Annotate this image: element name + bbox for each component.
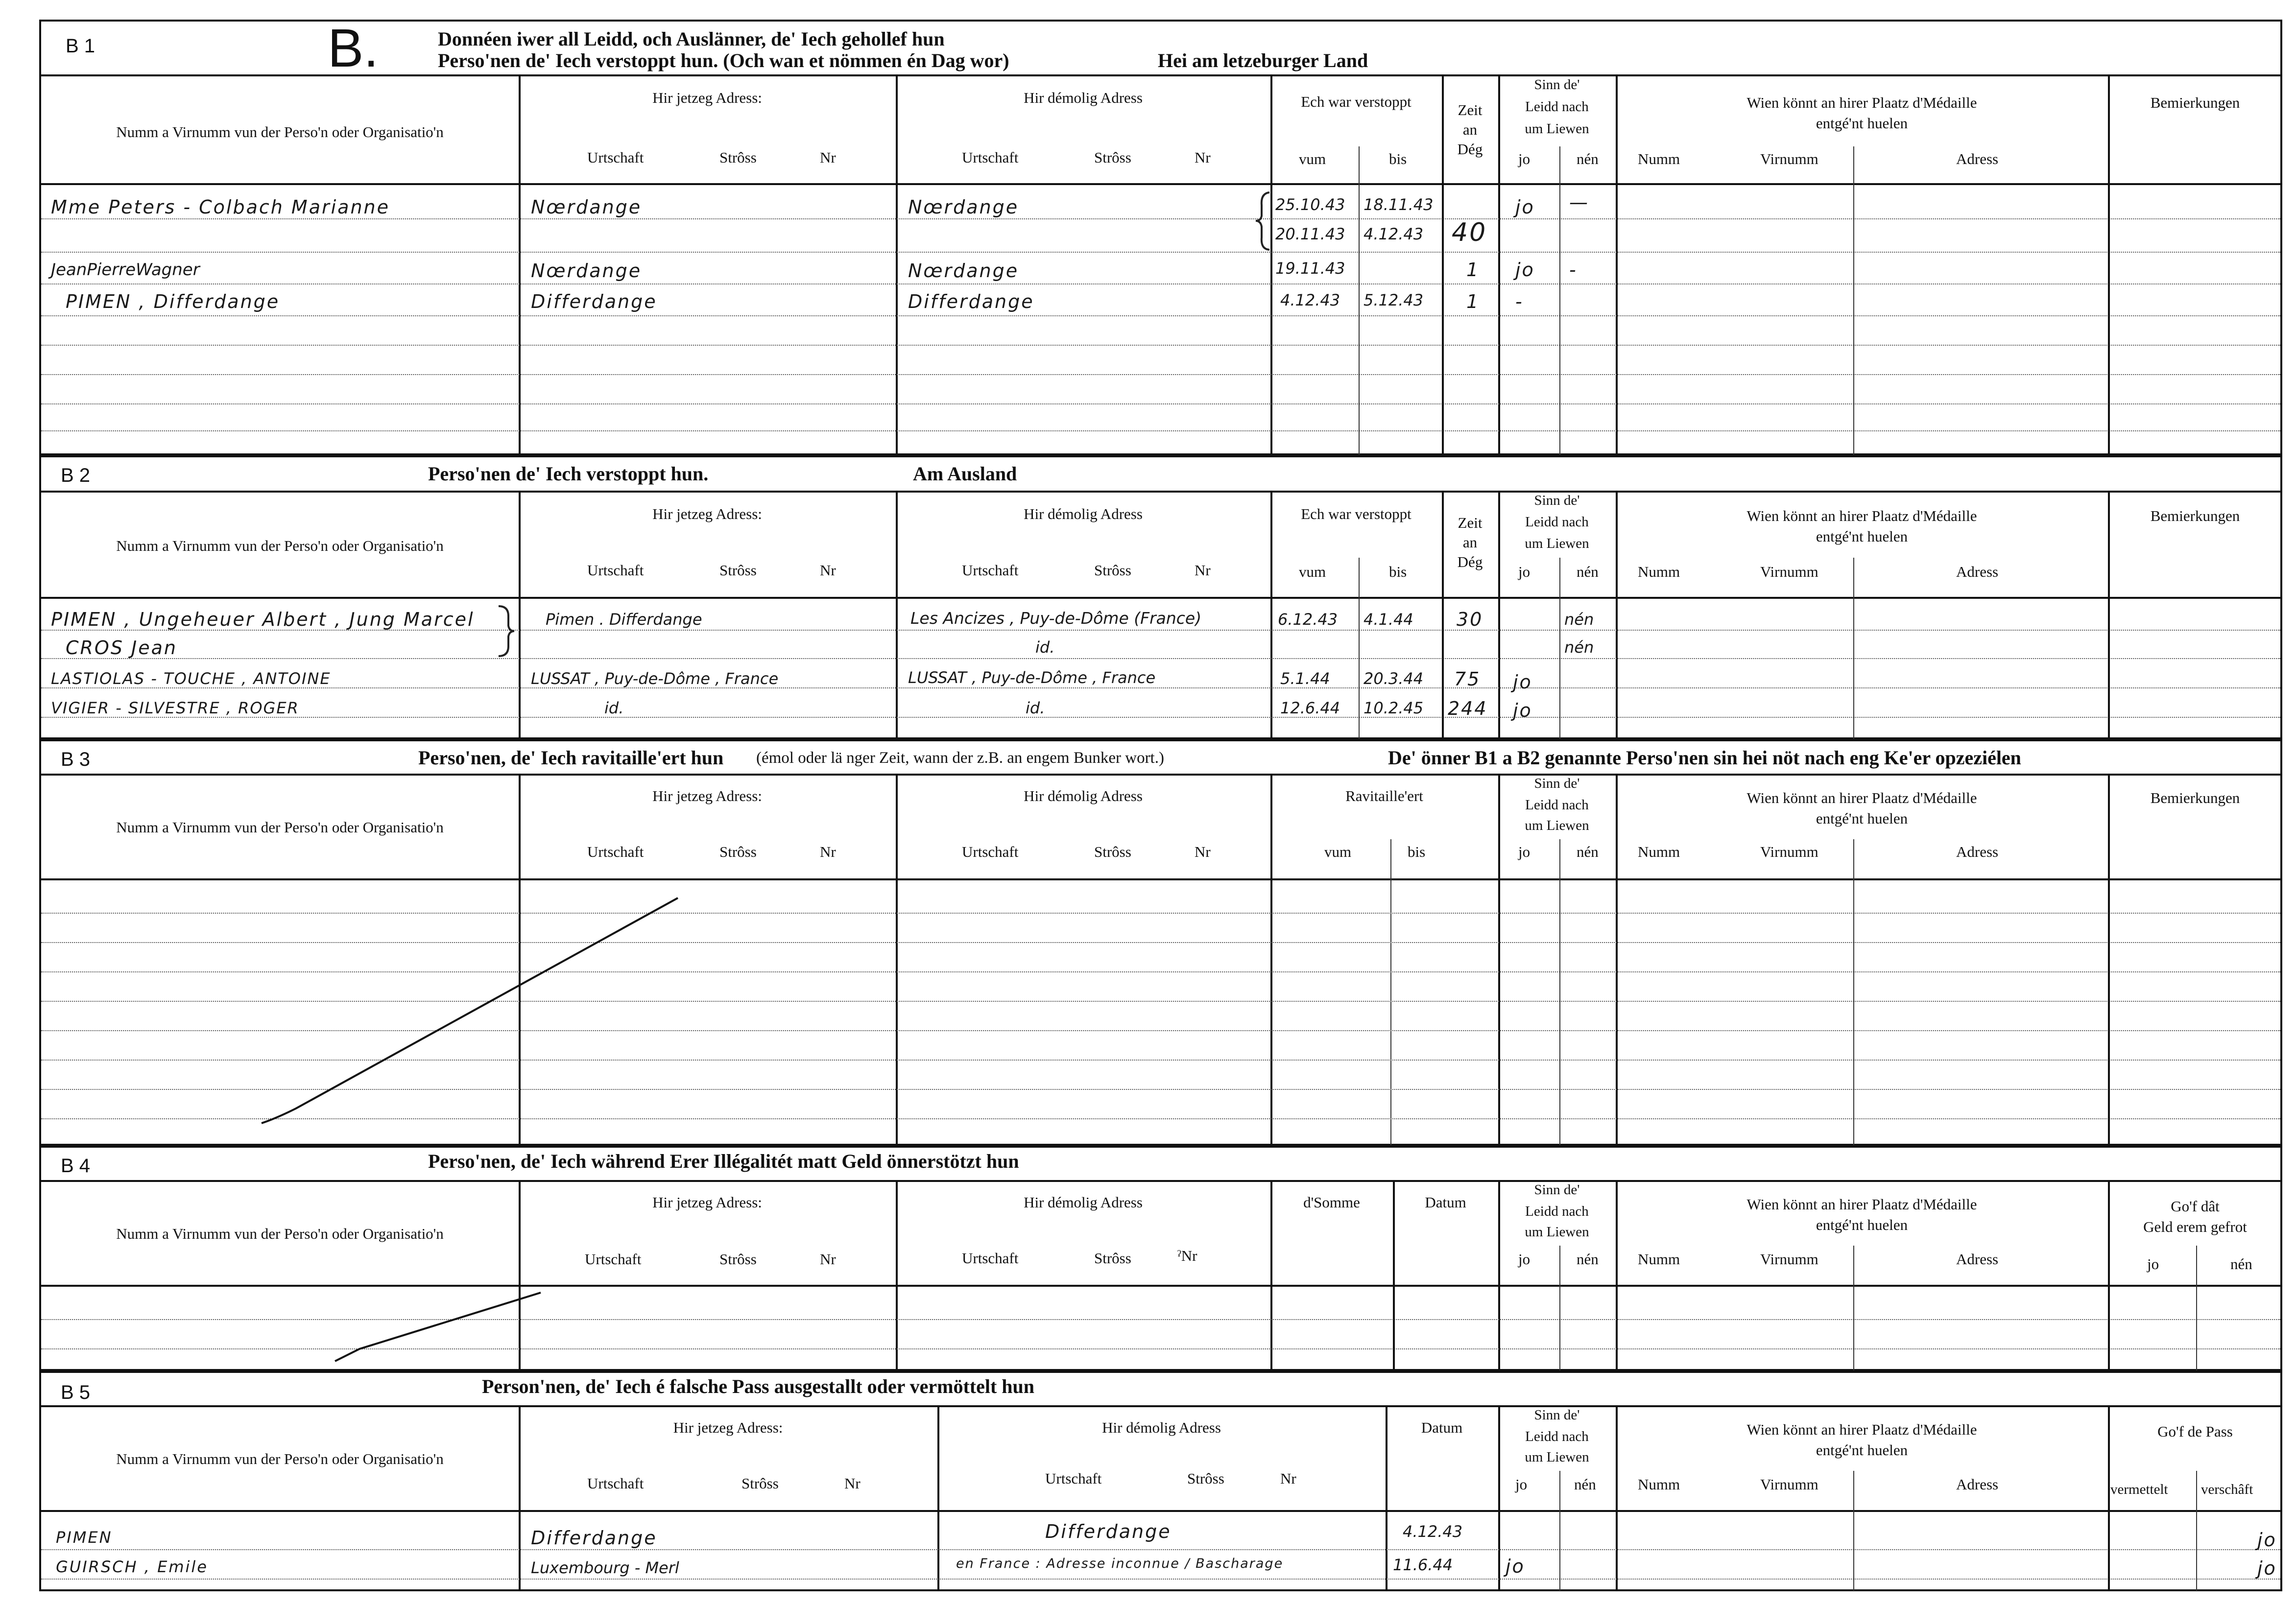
b2-row-nen: nén — [1564, 610, 1594, 629]
b5-urtschaft-former: Urtschaft — [1045, 1470, 1102, 1487]
b2-row-days: 75 — [1454, 668, 1481, 690]
b1-nen: nén — [1577, 150, 1599, 167]
b3-urtschaft-former: Urtschaft — [962, 843, 1019, 860]
section-b3-label: B 3 — [61, 749, 91, 770]
b5-row-current: Luxembourg - Merl — [531, 1558, 679, 1577]
b1-urtschaft-former: Urtschaft — [962, 149, 1019, 166]
b1-row-name: JeanPierreWagner — [51, 260, 200, 280]
b3-adress: Adress — [1956, 843, 1999, 860]
b3-nen: nén — [1577, 843, 1599, 860]
b1-sinn-line2: Leidd nach — [1525, 99, 1589, 115]
b2-stross-former: Strôss — [1094, 562, 1131, 579]
b4-gof-nen: nén — [2230, 1255, 2252, 1273]
b1-sinn-line1: Sinn de' — [1534, 77, 1580, 93]
b5-stross: Strôss — [741, 1475, 779, 1492]
b1-former-address-header: Hir démolig Adress — [1024, 89, 1143, 106]
b4-virnumm: Virnumm — [1760, 1251, 1818, 1268]
b1-row-nen: — — [1569, 191, 1589, 213]
b1-stross: Strôss — [719, 149, 757, 166]
bracket-icon — [1255, 190, 1271, 252]
b2-row-to: 20.3.44 — [1363, 669, 1424, 688]
b1-row-to: 18.11.43 — [1363, 195, 1434, 214]
b1-row-from: 19.11.43 — [1275, 259, 1345, 278]
b1-virnumm: Virnumm — [1760, 150, 1818, 167]
b5-sinn-line2: Leidd nach — [1525, 1429, 1589, 1444]
b1-row-former: Nœrdange — [908, 260, 1019, 282]
b1-medal-line2: entgé'nt huelen — [1816, 115, 1908, 132]
b2-sinn-line1: Sinn de' — [1534, 493, 1580, 508]
b2-row-from: 12.6.44 — [1280, 699, 1340, 717]
b5-nr: Nr — [844, 1475, 861, 1492]
b1-row-days: 1 — [1466, 291, 1480, 312]
b3-medal-line2: entgé'nt huelen — [1816, 810, 1908, 827]
section-b5-label: B 5 — [61, 1382, 91, 1403]
b1-row-from: 4.12.43 — [1280, 291, 1340, 309]
b3-current-address-header: Hir jetzeg Adress: — [652, 787, 762, 804]
b5-jo: jo — [1515, 1476, 1528, 1493]
b1-adress: Adress — [1956, 150, 1999, 167]
b2-medal-line2: entgé'nt huelen — [1816, 528, 1908, 545]
b2-zeit: Zeit — [1458, 514, 1483, 531]
form-letter: B. — [328, 18, 379, 78]
b1-hidden-header: Ech war verstoppt — [1301, 93, 1411, 110]
section-b2-title: Perso'nen de' Iech verstoppt hun. — [428, 463, 709, 485]
b3-stross-former: Strôss — [1094, 843, 1131, 860]
b1-row-nen: - — [1569, 259, 1578, 281]
b2-row-jo: jo — [1513, 700, 1532, 721]
b2-row-current: LUSSAT , Puy-de-Dôme , France — [531, 669, 779, 688]
b3-nr-former: Nr — [1195, 843, 1211, 860]
b1-stross-former: Strôss — [1094, 149, 1131, 166]
b5-row-date: 4.12.43 — [1403, 1522, 1463, 1541]
b2-adress: Adress — [1956, 563, 1999, 580]
b4-medal-line1: Wien könnt an hirer Plaatz d'Médaille — [1746, 1196, 1977, 1213]
b2-urtschaft: Urtschaft — [587, 562, 644, 579]
b4-urtschaft-former: Urtschaft — [962, 1250, 1019, 1267]
b2-remarks-header: Bemierkungen — [2150, 507, 2240, 524]
b2-former-address-header: Hir démolig Adress — [1024, 505, 1143, 522]
b3-former-address-header: Hir démolig Adress — [1024, 787, 1143, 804]
b2-jo: jo — [1518, 563, 1531, 580]
b2-row-to: 10.2.45 — [1363, 699, 1424, 717]
b2-current-address-header: Hir jetzeg Adress: — [652, 505, 762, 522]
b5-row-jo: jo — [1506, 1556, 1525, 1577]
b4-somme-header: d'Somme — [1303, 1194, 1360, 1211]
section-b2-label: B 2 — [61, 465, 91, 486]
b5-row-current: Differdange — [531, 1527, 657, 1549]
b3-name-header: Numm a Virnumm vun der Perso'n oder Organisatio'n — [116, 819, 444, 836]
b1-row-former: Nœrdange — [908, 196, 1019, 218]
b1-urtschaft: Urtschaft — [587, 149, 644, 166]
b3-remarks-header: Bemierkungen — [2150, 789, 2240, 806]
b4-nen: nén — [1577, 1251, 1599, 1268]
b2-sinn-line3: um Liewen — [1525, 536, 1589, 551]
b1-nr-former: Nr — [1195, 149, 1211, 166]
b2-row-to: 4.1.44 — [1363, 610, 1413, 629]
section-b1 — [39, 20, 2282, 455]
b3-nr: Nr — [820, 843, 836, 860]
b1-vum: vum — [1299, 150, 1326, 167]
b5-name-header: Numm a Virnumm vun der Perso'n oder Organisatio'n — [116, 1450, 444, 1467]
b1-nr: Nr — [820, 149, 836, 166]
b2-row-name: CROS Jean — [66, 637, 178, 659]
b5-stross-former: Strôss — [1187, 1470, 1224, 1487]
b1-row-to: 4.12.43 — [1363, 225, 1424, 243]
b1-zeit-an: an — [1462, 121, 1478, 138]
b1-row-jo: jo — [1515, 196, 1535, 218]
b5-sinn-line3: um Liewen — [1525, 1449, 1589, 1465]
b1-row-current: Nœrdange — [531, 196, 642, 218]
section-b4-label: B 4 — [61, 1155, 91, 1177]
b1-zeit: Zeit — [1458, 101, 1483, 118]
b5-adress: Adress — [1956, 1476, 1999, 1493]
b1-current-address-header: Hir jetzeg Adress: — [652, 89, 762, 106]
section-b2 — [39, 455, 2282, 739]
b1-row-jo: - — [1515, 291, 1524, 312]
b1-row-name: PIMEN , Differdange — [66, 291, 280, 312]
b1-row-from: 20.11.43 — [1275, 225, 1345, 243]
b5-row-former: Differdange — [1045, 1521, 1172, 1542]
b2-row-from: 6.12.43 — [1278, 610, 1338, 629]
b4-sinn-line2: Leidd nach — [1525, 1204, 1589, 1219]
b2-row-jo: jo — [1513, 671, 1532, 693]
bracket-icon — [497, 604, 516, 658]
b5-row-pass: jo — [2257, 1558, 2277, 1579]
b2-zeit-deg: Dég — [1457, 553, 1483, 570]
b5-datum-header: Datum — [1421, 1419, 1463, 1436]
b5-row-name: PIMEN — [56, 1528, 113, 1547]
b2-row-former: Les Ancizes , Puy-de-Dôme (France) — [910, 609, 1202, 628]
section-b1-title-line2: Perso'nen de' Iech verstoppt hun. (Och wan et nömmen én Dag wor) — [438, 49, 1009, 71]
b5-virnumm: Virnumm — [1760, 1476, 1818, 1493]
b2-row-former: id. — [1035, 638, 1055, 657]
section-b3-title: Perso'nen, de' Iech ravitaille'ert hun — [418, 747, 724, 769]
b5-row-pass: jo — [2257, 1529, 2277, 1551]
b4-medal-line2: entgé'nt huelen — [1816, 1216, 1908, 1233]
b1-row-former: Differdange — [908, 291, 1034, 312]
b2-row-days: 30 — [1457, 609, 1483, 630]
b3-virnumm: Virnumm — [1760, 843, 1818, 860]
b2-numm: Numm — [1638, 563, 1680, 580]
section-b1-title-line3: Hei am letzeburger Land — [1158, 49, 1368, 71]
b4-nr-former: ˀNr — [1177, 1247, 1197, 1264]
b1-row-days: 40 — [1452, 218, 1487, 247]
section-b2-title-right: Am Ausland — [913, 463, 1017, 485]
b1-sinn-line3: um Liewen — [1525, 121, 1589, 137]
b2-row-current: Pimen . Differdange — [546, 610, 702, 629]
b4-name-header: Numm a Virnumm vun der Perso'n oder Organisatio'n — [116, 1225, 444, 1242]
b3-urtschaft: Urtschaft — [587, 843, 644, 860]
b1-numm: Numm — [1638, 150, 1680, 167]
b2-row-from: 5.1.44 — [1280, 669, 1330, 688]
b4-stross: Strôss — [719, 1251, 757, 1268]
section-b1-label: B 1 — [66, 35, 96, 57]
b4-urtschaft: Urtschaft — [585, 1251, 642, 1268]
b2-row-nen: nén — [1564, 638, 1594, 657]
b5-current-address-header: Hir jetzeg Adress: — [673, 1419, 783, 1436]
b3-medal-line1: Wien könnt an hirer Plaatz d'Médaille — [1746, 789, 1977, 806]
b2-bis: bis — [1389, 563, 1407, 580]
b3-jo: jo — [1518, 843, 1531, 860]
b2-nr-former: Nr — [1195, 562, 1211, 579]
b2-medal-line1: Wien könnt an hirer Plaatz d'Médaille — [1746, 507, 1977, 524]
section-b3-title-note: (émol oder lä nger Zeit, wann der z.B. an engem Bunker wort.) — [756, 749, 1164, 767]
b3-numm: Numm — [1638, 843, 1680, 860]
b3-sinn-line1: Sinn de' — [1534, 776, 1580, 791]
b3-vum: vum — [1324, 843, 1352, 860]
b1-name-header: Numm a Virnumm vun der Perso'n oder Organisatio'n — [116, 123, 444, 141]
b2-row-name: LASTIOLAS - TOUCHE , ANTOINE — [51, 669, 331, 688]
b1-remarks-header: Bemierkungen — [2150, 94, 2240, 111]
section-b5-title: Person'nen, de' Iech é falsche Pass ausgestallt oder vermöttelt hun — [482, 1375, 1035, 1397]
b4-datum-header: Datum — [1425, 1194, 1466, 1211]
b2-stross: Strôss — [719, 562, 757, 579]
b2-row-days: 244 — [1448, 698, 1488, 719]
b1-row-current: Nœrdange — [531, 260, 642, 282]
b1-row-days: 1 — [1466, 259, 1480, 281]
b5-verschaft: verschâft — [2201, 1482, 2253, 1497]
b5-nen: nén — [1574, 1476, 1596, 1493]
b3-ravit-header: Ravitaille'ert — [1345, 787, 1423, 804]
b1-zeit-deg: Dég — [1457, 141, 1483, 158]
section-b5 — [39, 1371, 2282, 1591]
b2-sinn-line2: Leidd nach — [1525, 514, 1589, 530]
b5-vermettelt: vermettelt — [2110, 1482, 2168, 1497]
b2-virnumm: Virnumm — [1760, 563, 1818, 580]
b1-row-current: Differdange — [531, 291, 657, 312]
b1-medal-line1: Wien könnt an hirer Plaatz d'Médaille — [1746, 94, 1977, 111]
b3-bis: bis — [1408, 843, 1426, 860]
b4-nr: Nr — [820, 1251, 836, 1268]
b1-row-jo: jo — [1515, 259, 1535, 281]
b5-urtschaft: Urtschaft — [587, 1475, 644, 1492]
b5-row-name: GUIRSCH , Emile — [56, 1558, 208, 1576]
b5-medal-line2: entgé'nt huelen — [1816, 1441, 1908, 1459]
b3-sinn-line2: Leidd nach — [1525, 797, 1589, 813]
b5-row-former: en France : Adresse inconnue / Bascharage — [956, 1556, 1284, 1571]
b4-gof-jo: jo — [2147, 1255, 2159, 1273]
section-b3-title-right: De' önner B1 a B2 genannte Perso'nen sin hei nöt nach eng Ke'er opzeziélen — [1388, 747, 2021, 769]
strike-through-line — [330, 1288, 546, 1366]
b3-sinn-line3: um Liewen — [1525, 818, 1589, 833]
section-b1-title-line1: Donnéen iwer all Leidd, och Auslänner, de' Iech gehollef hun — [438, 28, 945, 50]
b4-adress: Adress — [1956, 1251, 1999, 1268]
b4-sinn-line1: Sinn de' — [1534, 1182, 1580, 1198]
b2-row-current: id. — [604, 699, 624, 717]
b4-gof-line2: Geld erem gefrot — [2143, 1218, 2247, 1235]
b5-nr-former: Nr — [1280, 1470, 1296, 1487]
b2-name-header: Numm a Virnumm vun der Perso'n oder Organisatio'n — [116, 537, 444, 554]
b2-nen: nén — [1577, 563, 1599, 580]
section-b3 — [39, 739, 2282, 1146]
b5-gof-header: Go'f de Pass — [2157, 1423, 2233, 1440]
b2-row-former: LUSSAT , Puy-de-Dôme , France — [908, 668, 1156, 687]
b5-former-address-header: Hir démolig Adress — [1102, 1419, 1221, 1436]
b5-row-date: 11.6.44 — [1393, 1556, 1453, 1574]
strike-through-line — [257, 888, 688, 1133]
b5-medal-line1: Wien könnt an hirer Plaatz d'Médaille — [1746, 1421, 1977, 1438]
section-b4 — [39, 1146, 2282, 1371]
b1-row-to: 5.12.43 — [1363, 291, 1424, 309]
b2-row-name: VIGIER - SILVESTRE , ROGER — [51, 699, 299, 717]
b4-jo: jo — [1518, 1251, 1531, 1268]
b3-stross: Strôss — [719, 843, 757, 860]
b1-jo: jo — [1518, 150, 1531, 167]
b4-sinn-line3: um Liewen — [1525, 1224, 1589, 1240]
b4-gof-line1: Go'f dât — [2171, 1198, 2220, 1215]
b1-row-name: Mme Peters - Colbach Marianne — [51, 196, 390, 218]
b1-row-from: 25.10.43 — [1275, 195, 1345, 214]
b4-current-address-header: Hir jetzeg Adress: — [652, 1194, 762, 1211]
b2-vum: vum — [1299, 563, 1326, 580]
b4-stross-former: Strôss — [1094, 1250, 1131, 1267]
b2-zeit-an: an — [1462, 534, 1478, 551]
b2-urtschaft-former: Urtschaft — [962, 562, 1019, 579]
b5-numm: Numm — [1638, 1476, 1680, 1493]
b2-row-name: PIMEN , Ungeheuer Albert , Jung Marcel — [51, 609, 475, 630]
b2-hidden-header: Ech war verstoppt — [1301, 505, 1411, 522]
b4-numm: Numm — [1638, 1251, 1680, 1268]
section-b4-title: Perso'nen, de' Iech während Erer Illégalitét matt Geld önnerstötzt hun — [428, 1150, 1019, 1172]
b2-row-former: id. — [1026, 699, 1045, 717]
b5-sinn-line1: Sinn de' — [1534, 1407, 1580, 1423]
b2-nr: Nr — [820, 562, 836, 579]
b4-former-address-header: Hir démolig Adress — [1024, 1194, 1143, 1211]
b1-bis: bis — [1389, 150, 1407, 167]
